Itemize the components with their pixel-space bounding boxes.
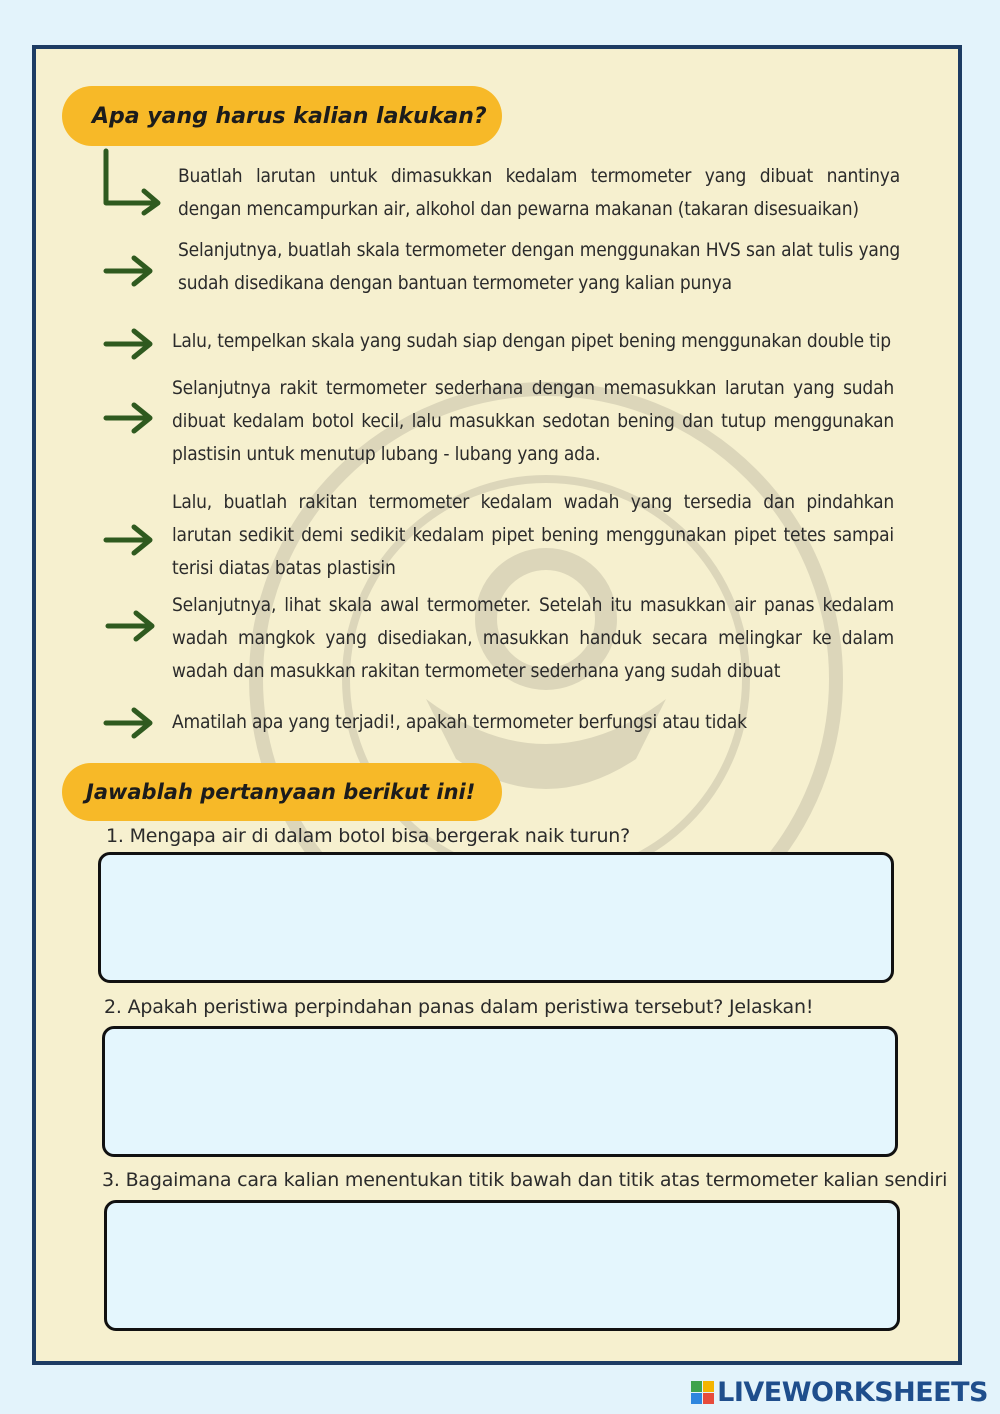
question-2-text: 2. Apakah peristiwa perpindahan panas dalam peristiwa tersebut? Jelaskan! <box>104 996 814 1018</box>
steps-heading: Apa yang harus kalian lakukan? <box>62 86 502 146</box>
arrow-right-icon <box>104 609 158 643</box>
step-3-text: Lalu, tempelkan skala yang sudah siap dengan pipet bening menggunakan double tip <box>172 330 891 352</box>
step-2-text: Selanjutnya, buatlah skala termometer dengan menggunakan HVS san alat tulis yang sudah disedikana dengan bantuan termometer yang kalian punya <box>178 239 900 294</box>
answer-box-2[interactable] <box>102 1026 898 1157</box>
step-7-text: Amatilah apa yang terjadi!, apakah termometer berfungsi atau tidak <box>172 711 747 733</box>
questions-heading: Jawablah pertanyaan berikut ini! <box>62 763 502 821</box>
answer-box-3[interactable] <box>104 1200 900 1331</box>
liveworksheets-logo <box>691 1377 988 1408</box>
arrow-right-icon <box>102 254 156 288</box>
arrow-right-icon <box>102 401 156 435</box>
bent-arrow-icon <box>98 147 168 217</box>
arrow-right-icon <box>102 327 156 361</box>
worksheet-page <box>32 45 962 1365</box>
answer-box-1[interactable] <box>98 852 894 983</box>
logo-text: LIVEWORKSHEETS <box>717 1377 988 1408</box>
question-1-text: 1. Mengapa air di dalam botol bisa bergerak naik turun? <box>106 825 631 847</box>
step-4-text: Selanjutnya rakit termometer sederhana dengan memasukkan larutan yang sudah dibuat kedalam botol kecil, lalu masukkan sedotan bening dan tutup menggunakan plastisin untuk menutup lubang - lubang yang ada. <box>172 377 894 465</box>
liveworksheets-badge-icon <box>691 1381 714 1404</box>
step-5-text: Lalu, buatlah rakitan termometer kedalam wadah yang tersedia dan pindahkan larutan sedikit demi sedikit kedalam pipet bening menggunakan pipet tetes sampai terisi diatas batas plastisin <box>172 491 894 579</box>
question-3-text: 3. Bagaimana cara kalian menentukan titik bawah dan titik atas termometer kalian sendiri <box>102 1169 948 1191</box>
step-6-text: Selanjutnya, lihat skala awal termometer. Setelah itu masukkan air panas kedalam wadah mangkok yang disediakan, masukkan handuk secara melingkar ke dalam wadah dan masukkan rakitan termometer sederhana yang sudah dibuat <box>172 594 894 682</box>
arrow-right-icon <box>102 523 156 557</box>
step-1-text: Buatlah larutan untuk dimasukkan kedalam termometer yang dibuat nantinya dengan mencampurkan air, alkohol dan pewarna makanan (takaran disesuaikan) <box>178 165 900 220</box>
arrow-right-icon <box>102 706 156 740</box>
